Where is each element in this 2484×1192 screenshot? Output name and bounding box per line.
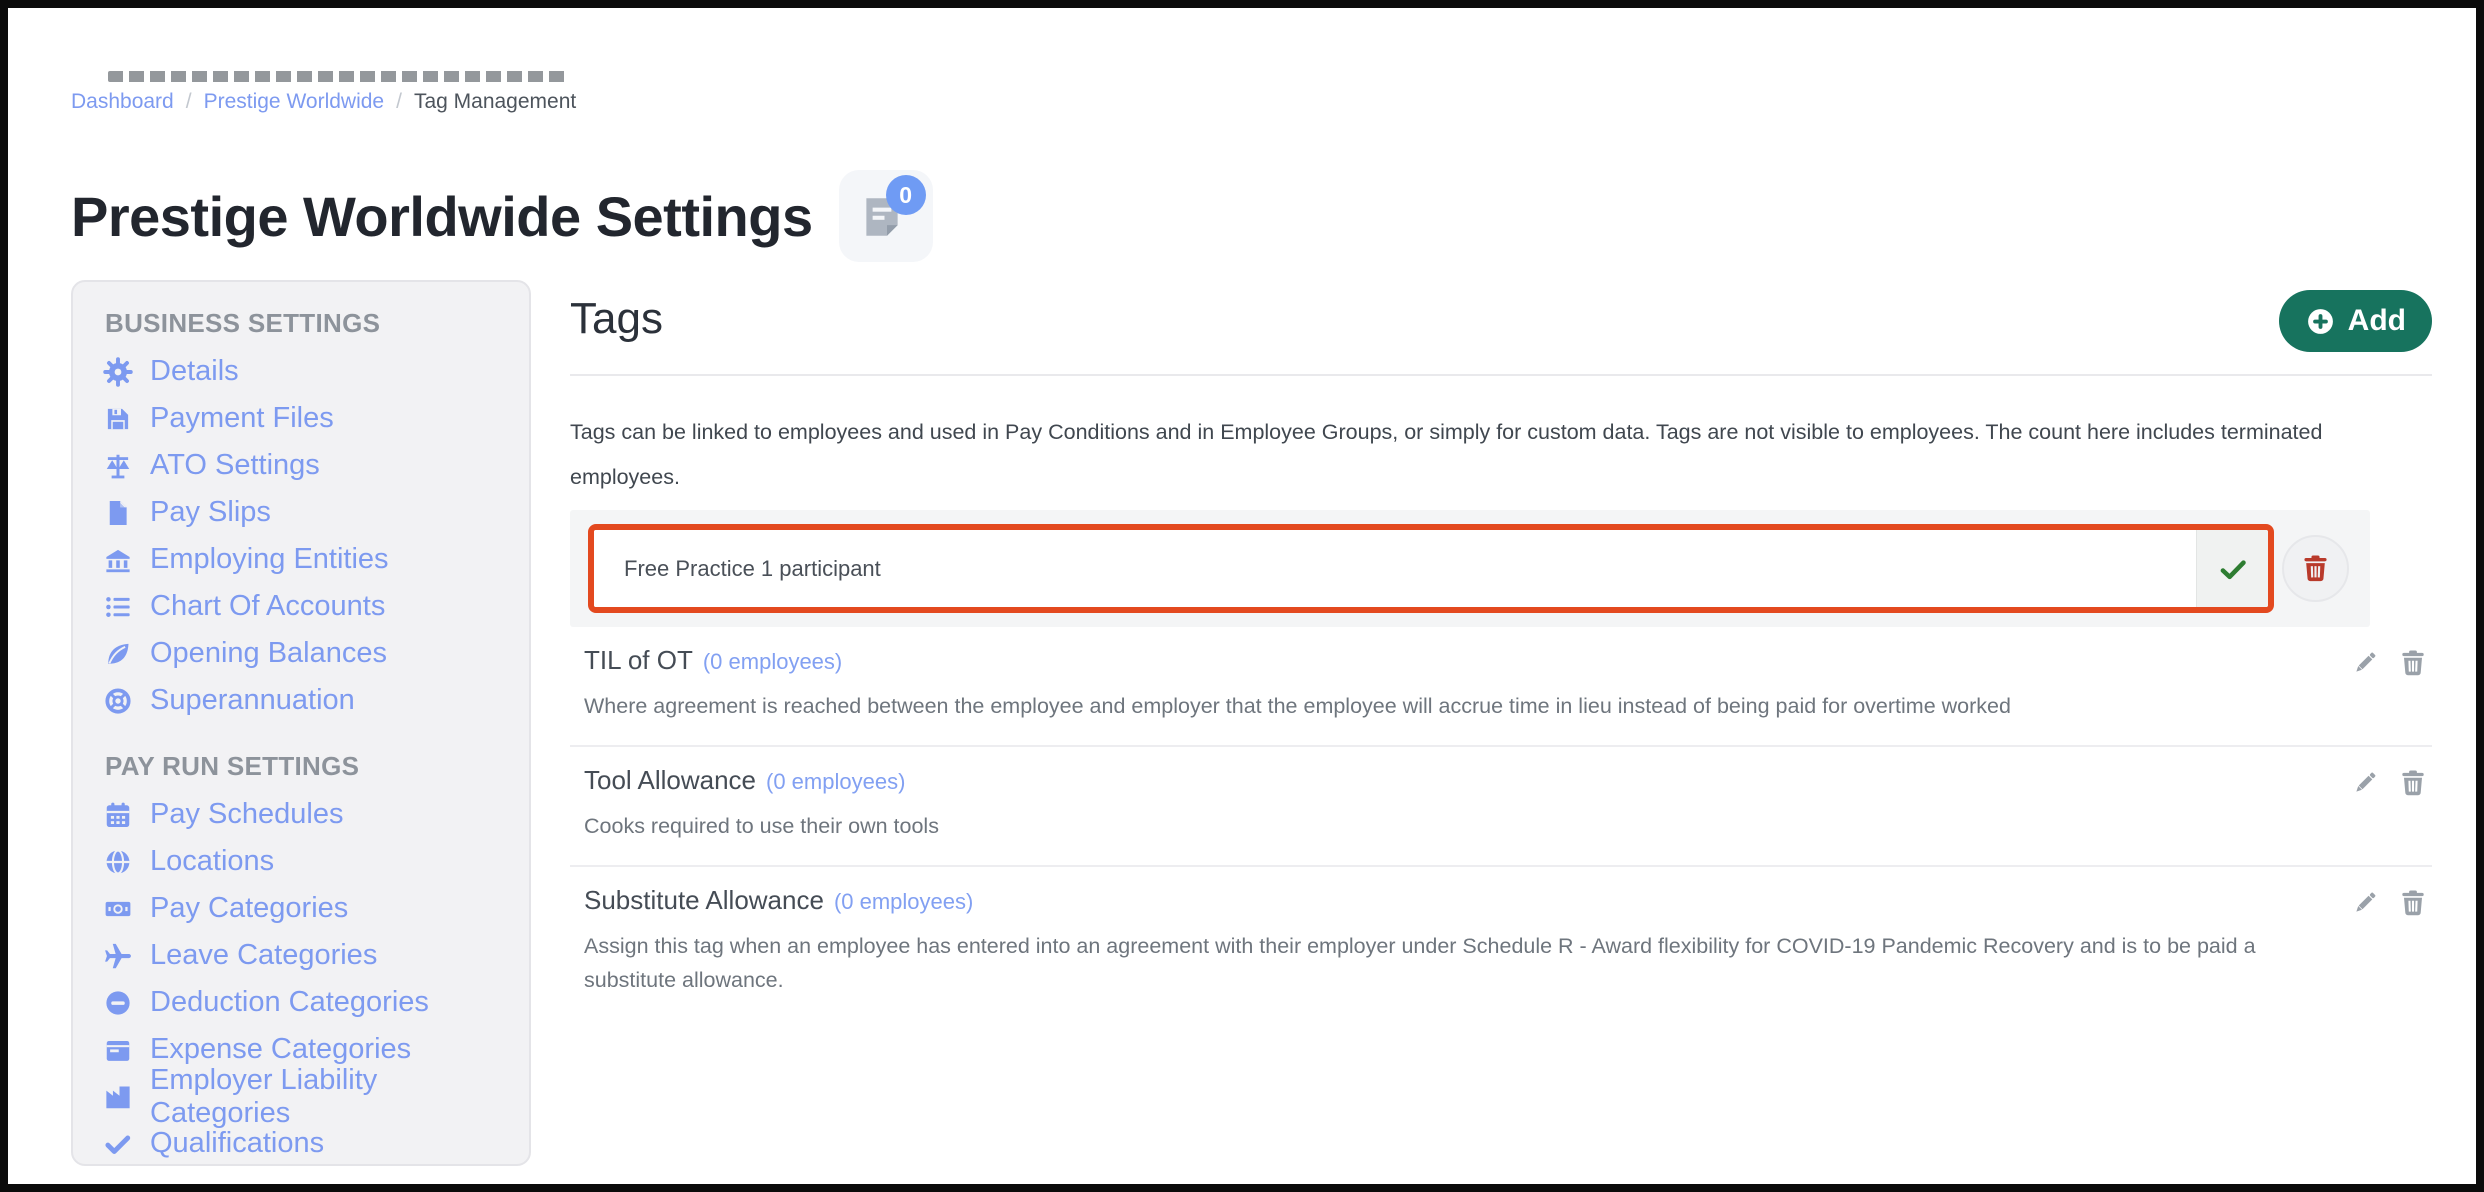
clipped-text-artifact: [108, 71, 570, 82]
add-tag-button[interactable]: [2279, 290, 2432, 352]
sidebar-section: [103, 751, 519, 1167]
tag-edit-group: [588, 524, 2274, 613]
tag-row-substitute-allowance: [570, 865, 2432, 1019]
notes-count-badge: 0: [886, 175, 926, 215]
sidebar-item-locations[interactable]: [103, 838, 519, 885]
tag-row-til-of-ot: [570, 627, 2432, 745]
sidebar-item-label: Superannuation: [150, 684, 355, 716]
breadcrumb-link-business[interactable]: Prestige Worldwide: [203, 90, 385, 113]
breadcrumb-current: Tag Management: [413, 90, 577, 113]
calendar-icon: [103, 800, 133, 830]
sidebar-item-employing-entities[interactable]: [103, 536, 519, 583]
tag-employee-count-link[interactable]: (0 employees): [702, 649, 843, 674]
plane-icon: [103, 941, 133, 971]
sidebar-item-payment-files[interactable]: [103, 395, 519, 442]
tag-description: Assign this tag when an employee has entered into an agreement with their employer under Schedule R - Award flexibility for COVID-19 Pandemic Recovery and is to be paid a substitute allowance.: [584, 934, 2256, 992]
factory-icon: [103, 1082, 133, 1112]
pencil-icon: [2350, 768, 2380, 798]
money-icon: [103, 894, 133, 924]
sidebar-item-opening-balances[interactable]: [103, 630, 519, 677]
edit-tag-button[interactable]: [2350, 768, 2380, 798]
breadcrumb: [71, 90, 576, 114]
sidebar-item-label: Pay Slips: [150, 496, 271, 528]
delete-tag-button[interactable]: [2398, 648, 2428, 678]
sidebar-item-superannuation[interactable]: [103, 677, 519, 724]
header-divider: [570, 374, 2432, 376]
tags-heading: Tags: [570, 294, 663, 343]
gear-icon: [103, 357, 133, 387]
tag-description: Where agreement is reached between the employee and employer that the employee will accrue time in lieu instead of being paid for overtime worked: [584, 694, 2011, 718]
trash-icon: [2398, 768, 2428, 798]
check-icon: [2218, 554, 2248, 584]
sidebar-item-label: Opening Balances: [150, 637, 387, 669]
sidebar-item-chart-of-accounts[interactable]: [103, 583, 519, 630]
sidebar-item-pay-categories[interactable]: [103, 885, 519, 932]
card-icon: [103, 1035, 133, 1065]
globe-icon: [103, 847, 133, 877]
sidebar-item-pay-slips[interactable]: [103, 489, 519, 536]
tag-actions: [2350, 648, 2428, 678]
edit-tag-button[interactable]: [2350, 648, 2380, 678]
trash-icon: [2398, 648, 2428, 678]
plus-circle-icon: [2305, 306, 2336, 337]
tag-edit-row: [570, 510, 2370, 627]
sidebar-item-label: Expense Categories: [150, 1033, 412, 1065]
tag-name: Tool Allowance: [584, 765, 756, 795]
sidebar-item-label: ATO Settings: [150, 449, 320, 481]
sidebar-item-ato-settings[interactable]: [103, 442, 519, 489]
sidebar-item-label: Qualifications: [150, 1127, 325, 1159]
discard-tag-button[interactable]: [2282, 535, 2349, 602]
page-title-row: [71, 170, 933, 262]
delete-tag-button[interactable]: [2398, 888, 2428, 918]
delete-tag-button[interactable]: [2398, 768, 2428, 798]
sidebar-item-details[interactable]: [103, 348, 519, 395]
sidebar-item-label: Leave Categories: [150, 939, 378, 971]
sidebar-item-leave-categories[interactable]: [103, 932, 519, 979]
breadcrumb-link-dashboard[interactable]: Dashboard: [71, 90, 174, 113]
tags-panel: [570, 280, 2432, 1019]
confirm-tag-button[interactable]: [2196, 530, 2268, 607]
tag-description: Cooks required to use their own tools: [584, 814, 939, 838]
sidebar-item-pay-schedules[interactable]: [103, 791, 519, 838]
pencil-icon: [2350, 648, 2380, 678]
sidebar-item-label: Details: [150, 355, 239, 387]
sidebar-item-label: Payment Files: [150, 402, 334, 434]
settings-sidebar: [71, 280, 531, 1166]
check-icon: [103, 1129, 133, 1159]
edit-tag-button[interactable]: [2350, 888, 2380, 918]
sidebar-item-label: Deduction Categories: [150, 986, 429, 1018]
notes-button[interactable]: [839, 170, 933, 262]
tag-employee-count-link[interactable]: (0 employees): [833, 889, 974, 914]
page-title: Prestige Worldwide Settings: [71, 184, 813, 248]
trash-icon: [2300, 553, 2331, 584]
breadcrumb-separator: /: [185, 90, 192, 113]
sidebar-item-label: Pay Schedules: [150, 798, 344, 830]
sidebar-item-label: Employing Entities: [150, 543, 389, 575]
pencil-icon: [2350, 888, 2380, 918]
sidebar-item-label: Chart Of Accounts: [150, 590, 386, 622]
trash-icon: [2398, 888, 2428, 918]
tag-name: Substitute Allowance: [584, 885, 824, 915]
list-icon: [103, 592, 133, 622]
sidebar-section-header: BUSINESS SETTINGS: [105, 308, 381, 338]
bank-icon: [103, 545, 133, 575]
sidebar-item-deduction-categories[interactable]: [103, 979, 519, 1026]
sidebar-item-label: Employer Liability Categories: [150, 1063, 378, 1129]
sidebar-item-label: Locations: [150, 845, 275, 877]
tag-actions: [2350, 888, 2428, 918]
tag-list: [570, 627, 2432, 1019]
floppy-icon: [103, 404, 133, 434]
tags-description: Tags can be linked to employees and used in Pay Conditions and in Employee Groups, or simply for custom data. Tags are not visible to employees. The count here includes terminated employees.: [570, 420, 2323, 489]
tag-actions: [2350, 768, 2428, 798]
sidebar-item-label: Pay Categories: [150, 892, 349, 924]
sidebar-section: [103, 308, 519, 724]
add-button-label: Add: [2347, 304, 2406, 337]
tag-row-tool-allowance: [570, 745, 2432, 865]
breadcrumb-separator: /: [396, 90, 402, 113]
lifering-icon: [103, 686, 133, 716]
tag-name-input[interactable]: [594, 530, 2196, 607]
tags-header: [570, 280, 2432, 352]
sidebar-item-employer-liability-categories[interactable]: [103, 1063, 519, 1129]
scales-icon: [103, 451, 133, 481]
tag-employee-count-link[interactable]: (0 employees): [766, 769, 906, 794]
leaf-icon: [103, 639, 133, 669]
file-icon: [103, 498, 133, 528]
minus-circle-icon: [103, 988, 133, 1018]
tag-name: TIL of OT: [584, 645, 693, 675]
sidebar-section-header: PAY RUN SETTINGS: [105, 751, 360, 781]
